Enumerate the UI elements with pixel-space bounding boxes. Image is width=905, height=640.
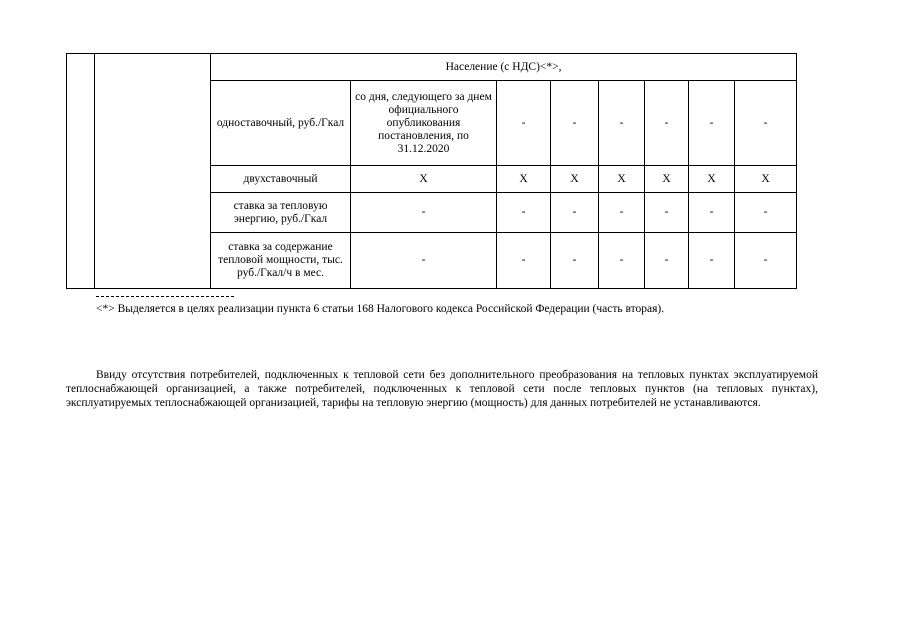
value-cell: - — [689, 233, 735, 289]
value-cell: - — [645, 233, 689, 289]
value-cell: - — [735, 193, 797, 233]
value-cell: - — [689, 81, 735, 166]
tariff-table — [66, 53, 797, 289]
row-period: со дня, следующего за днем официального опубликования постановления, по 31.12.2020 — [351, 81, 497, 166]
row-label: ставка за содержание тепловой мощности, тыс. руб./Гкал/ч в мес. — [211, 233, 351, 289]
value-cell: - — [735, 233, 797, 289]
value-cell: - — [551, 81, 599, 166]
value-cell: - — [689, 193, 735, 233]
footnote-text: <*> Выделяется в целях реализации пункта 6 статьи 168 Налогового кодекса Российской Федерации (часть вторая). — [96, 303, 665, 315]
value-cell: - — [497, 81, 551, 166]
body-paragraph: Ввиду отсутствия потребителей, подключенных к тепловой сети без дополнительного преобразования на тепловых пунктах эксплуатируемой теплоснабжающей организацией, а также потребителей, подключенных к тепловой сети после тепловых пунктов (на тепловых пунктах), эксплуатируемых теплоснабжающей организацией, тарифы на тепловую энергию (мощность) для данных потребителей не устанавливаются. — [66, 368, 818, 409]
value-cell: - — [599, 233, 645, 289]
value-cell: - — [645, 81, 689, 166]
value-cell: - — [497, 233, 551, 289]
row-period: - — [351, 193, 497, 233]
group-header-cell: Население (с НДС)<*>, — [211, 54, 797, 81]
value-cell: - — [599, 193, 645, 233]
value-cell: - — [735, 81, 797, 166]
row-label: одноставочный, руб./Гкал — [211, 81, 351, 166]
empty-cell-organization — [95, 54, 211, 289]
value-cell: Х — [599, 166, 645, 193]
table-row-group-header — [67, 54, 797, 81]
value-cell: - — [599, 81, 645, 166]
value-cell: Х — [645, 166, 689, 193]
footnote-separator — [96, 296, 234, 297]
row-period: Х — [351, 166, 497, 193]
empty-cell-number — [67, 54, 95, 289]
value-cell: - — [645, 193, 689, 233]
row-label: ставка за тепловую энергию, руб./Гкал — [211, 193, 351, 233]
value-cell: Х — [497, 166, 551, 193]
value-cell: Х — [689, 166, 735, 193]
value-cell: - — [551, 193, 599, 233]
value-cell: Х — [551, 166, 599, 193]
row-period: - — [351, 233, 497, 289]
value-cell: - — [497, 193, 551, 233]
row-label: двухставочный — [211, 166, 351, 193]
value-cell: Х — [735, 166, 797, 193]
value-cell: - — [551, 233, 599, 289]
